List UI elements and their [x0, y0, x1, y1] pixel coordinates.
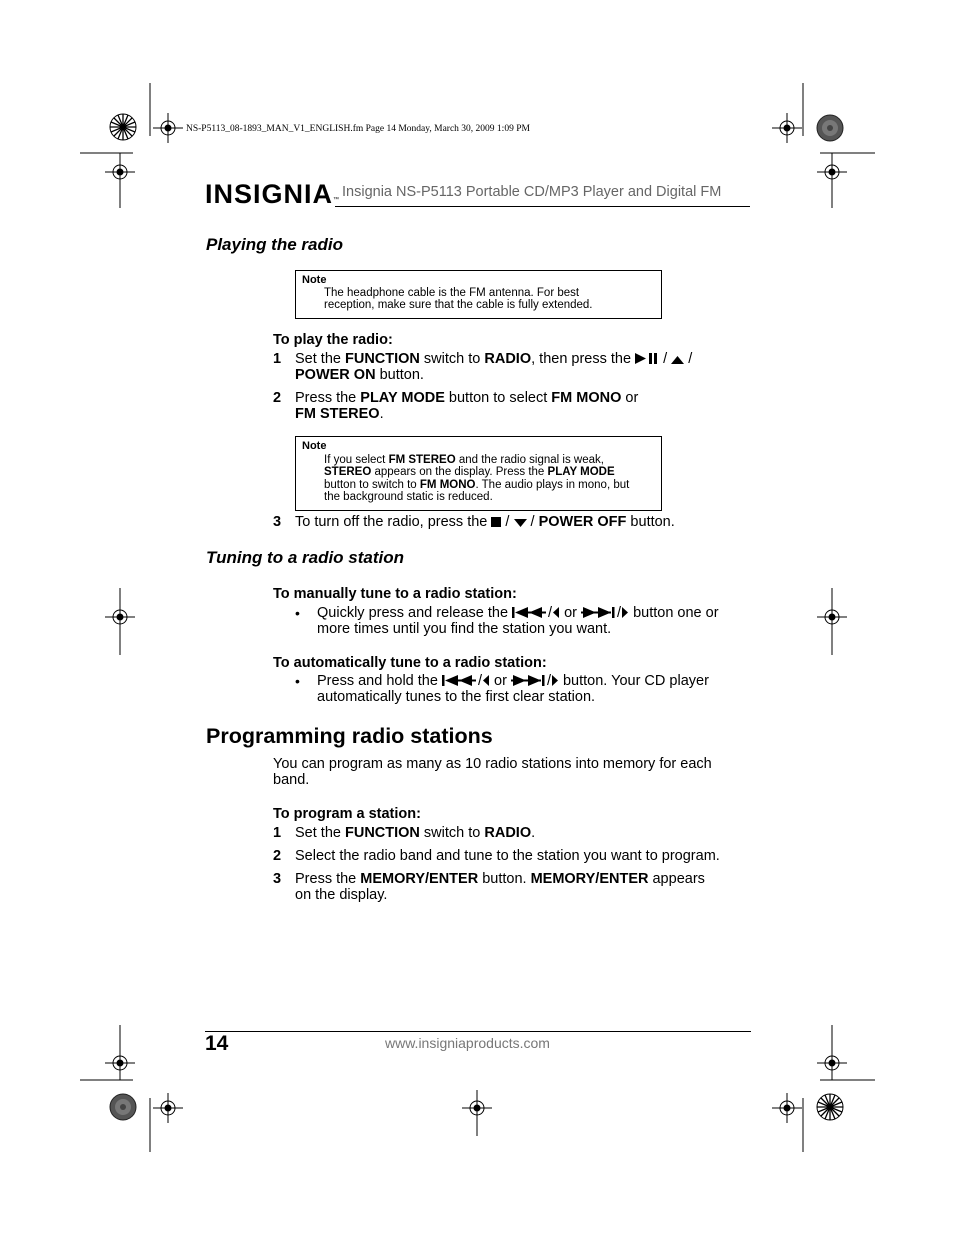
step-play-3: To turn off the radio, press the / / POWER OFF button.	[295, 514, 675, 530]
step-play-1: Set the FUNCTION switch to RADIO, then press the / / POWER ON button.	[295, 351, 693, 383]
left-triangle-icon	[482, 675, 490, 686]
procedure-heading-auto: To automatically tune to a radio station:	[273, 655, 547, 671]
star-target-icon	[109, 113, 137, 141]
star-target-icon	[816, 1093, 844, 1121]
step-number: 2	[273, 848, 282, 864]
skip-back-icon	[442, 675, 478, 686]
insignia-logo: INSIGNIA™	[205, 179, 341, 209]
registration-mark-icon	[153, 1093, 183, 1123]
note-line: reception, make sure that the cable is fully extended.	[324, 299, 593, 312]
manual-tune-item: Quickly press and release the / or / button one or more times until you find the station you want.	[317, 605, 719, 637]
step-program-3: Press the MEMORY/ENTER button. MEMORY/ENTER appears on the display.	[295, 871, 705, 903]
programming-intro	[273, 756, 763, 788]
footer-rule	[205, 1031, 751, 1032]
registration-mark-icon	[153, 113, 183, 143]
note-text	[324, 287, 593, 312]
note-line: button to switch to FM MONO. The audio plays in mono, but	[324, 478, 630, 491]
gray-target-icon	[109, 1093, 137, 1121]
registration-mark-icon	[817, 602, 847, 632]
step-number: 2	[273, 390, 282, 406]
stop-square-icon	[491, 517, 501, 527]
page-number: 14	[205, 1032, 229, 1055]
step-number: 3	[273, 871, 282, 887]
step-number: 1	[273, 351, 282, 367]
play-pause-icon	[635, 353, 659, 364]
procedure-heading-play: To play the radio:	[273, 332, 393, 348]
registration-mark-icon	[772, 113, 802, 143]
note-label: Note	[302, 440, 327, 452]
note-line: If you select FM STEREO and the radio signal is weak,	[324, 454, 604, 466]
intro-line: band.	[273, 772, 310, 788]
right-triangle-icon	[551, 675, 559, 686]
step-number: 3	[273, 514, 282, 530]
header-title: Insignia NS-P5113 Portable CD/MP3 Player and Digital FM	[342, 184, 722, 200]
note-text	[324, 454, 629, 504]
footer-url: www.insigniaproducts.com	[385, 1035, 550, 1051]
bullet: •	[295, 673, 300, 689]
note-line: The headphone cable is the FM antenna. For best	[324, 287, 580, 299]
skip-back-icon	[512, 607, 548, 618]
note-line: STEREO appears on the display. Press the PLAY MODE	[324, 466, 615, 479]
bullet: •	[295, 605, 300, 621]
note-box-antenna	[295, 270, 662, 319]
registration-mark-icon	[105, 157, 135, 187]
file-slug: NS-P5113_08-1893_MAN_V1_ENGLISH.fm Page 14 Monday, March 30, 2009 1:09 PM	[186, 124, 530, 134]
step-program-2: Select the radio band and tune to the station you want to program.	[295, 848, 720, 864]
skip-forward-icon	[581, 607, 617, 618]
down-triangle-icon	[514, 518, 527, 527]
procedure-heading-manual: To manually tune to a radio station:	[273, 586, 517, 602]
note-label: Note	[302, 274, 327, 286]
skip-forward-icon	[511, 675, 547, 686]
note-box-stereo	[295, 436, 662, 511]
up-triangle-icon	[671, 355, 684, 364]
note-line: the background static is reduced.	[324, 491, 493, 504]
intro-line: You can program as many as 10 radio stations into memory for each	[273, 756, 712, 772]
section-heading-playing: Playing the radio	[206, 235, 343, 254]
registration-mark-icon	[105, 602, 135, 632]
step-program-1: Set the FUNCTION switch to RADIO.	[295, 825, 536, 841]
registration-mark-icon	[105, 1048, 135, 1078]
header-rule	[335, 206, 750, 207]
section-heading-tuning: Tuning to a radio station	[206, 548, 405, 567]
section-heading-programming: Programming radio stations	[206, 724, 493, 748]
registration-mark-icon	[817, 1048, 847, 1078]
auto-tune-item: Press and hold the / or / button. Your CD player automatically tunes to the first clear station.	[317, 673, 709, 705]
procedure-heading-program: To program a station:	[273, 806, 421, 822]
right-triangle-icon	[621, 607, 629, 618]
registration-mark-icon	[772, 1093, 802, 1123]
step-number: 1	[273, 825, 282, 841]
step-play-2: Press the PLAY MODE button to select FM MONO or FM STEREO.	[295, 390, 639, 422]
registration-mark-icon	[817, 157, 847, 187]
left-triangle-icon	[552, 607, 560, 618]
registration-mark-icon	[462, 1093, 492, 1123]
gray-target-icon	[816, 114, 844, 142]
